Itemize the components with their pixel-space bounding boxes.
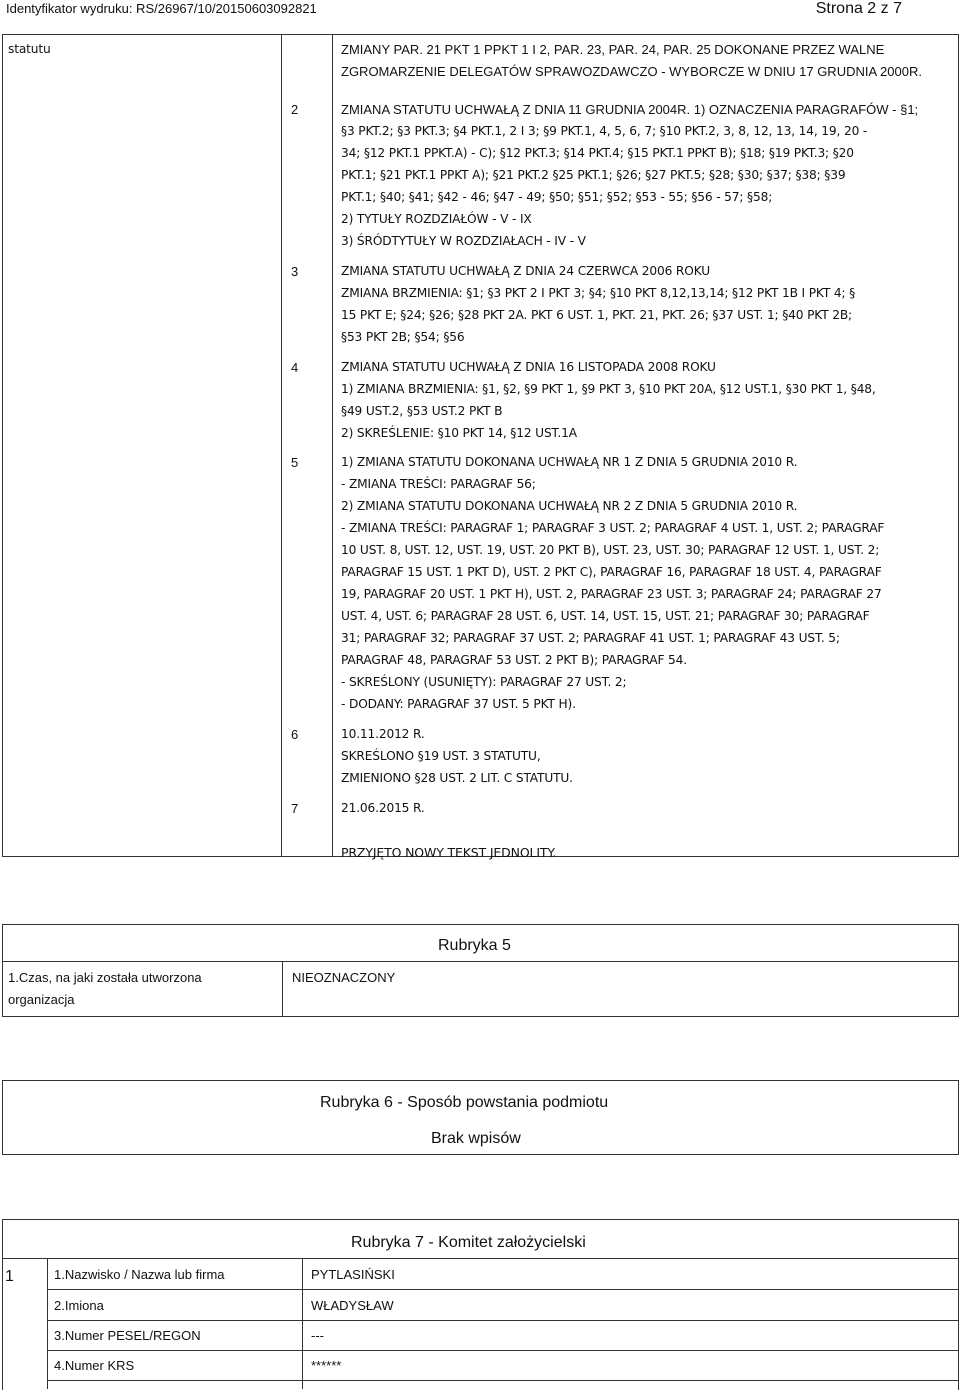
print-identifier: Identyfikator wydruku: RS/26967/10/20150603092821 <box>6 1 317 16</box>
entry-line: ZMIENIONO §28 UST. 2 LIT. C STATUTU. <box>341 771 573 785</box>
page-number: Strona 2 z 7 <box>815 0 902 17</box>
entry-line: 2) TYTUŁY ROZDZIAŁÓW - V - IX <box>341 212 532 226</box>
entry-number: 2 <box>291 102 299 117</box>
field-value: ****** <box>311 1358 342 1373</box>
rubryka5-title: Rubryka 5 <box>438 937 511 954</box>
entry-line: 21.06.2015 R. <box>341 801 425 815</box>
entry-line: §53 PKT 2B; §54; §56 <box>341 330 465 344</box>
entry-line: 1) ZMIANA STATUTU DOKONANA UCHWAŁĄ NR 1 Z DNIA 5 GRUDNIA 2010 R. <box>341 455 798 469</box>
field-value: --- <box>311 1328 324 1343</box>
entry-line: ZMIANA BRZMIENIA: §1; §3 PKT 2 I PKT 3; §4; §10 PKT 8,12,13,14; §12 PKT 1B I PKT 4; § <box>341 286 856 300</box>
entry-line: §3 PKT.2; §3 PKT.3; §4 PKT.1, 2 I 3; §9 PKT.1, 4, 5, 6, 7; §10 PKT.2, 3, 8, 12, 13, 14, 19, 20 - <box>341 124 868 138</box>
intro-line: ZMIANY PAR. 21 PKT 1 PPKT 1 I 2, PAR. 23, PAR. 24, PAR. 25 DOKONANE PRZEZ WALNE <box>341 42 885 57</box>
entry-number: 7 <box>291 801 299 816</box>
entry-line: - ZMIANA TREŚCI: PARAGRAF 56; <box>341 477 536 491</box>
rubryka7-label-divider <box>302 1258 303 1389</box>
entry-number: 6 <box>291 727 299 742</box>
rubryka4-left-label: statutu <box>8 42 51 56</box>
rubryka5-label: 1.Czas, na jaki została utworzona <box>8 970 202 985</box>
entry-line: 1) ZMIANA BRZMIENIA: §1, §2, §9 PKT 1, §9 PKT 3, §10 PKT 20A, §12 UST.1, §30 PKT 1, §48, <box>341 382 876 396</box>
print-header <box>0 0 960 18</box>
rubryka4-column-divider-2 <box>332 34 333 856</box>
entry-line: SKREŚLONO §19 UST. 3 STATUTU, <box>341 749 541 763</box>
entry-line: - ZMIANA TREŚCI: PARAGRAF 1; PARAGRAF 3 UST. 2; PARAGRAF 4 UST. 1, UST. 2; PARAGRAF <box>341 521 885 535</box>
entry-line: 10 UST. 8, UST. 12, UST. 19, UST. 20 PKT B), UST. 23, UST. 30; PARAGRAF 12 UST. 1, UST. 2; <box>341 543 880 557</box>
rubryka6-value: Brak wpisów <box>431 1130 521 1147</box>
rubryka7-row-number: 1 <box>5 1268 14 1285</box>
intro-line: ZGROMARZENIE DELEGATÓW SPRAWOZDAWCZO - WYBORCZE W DNIU 17 GRUDNIA 2000R. <box>341 64 922 79</box>
entry-line: 2) ZMIANA STATUTU DOKONANA UCHWAŁĄ NR 2 Z DNIA 5 GRUDNIA 2010 R. <box>341 499 798 513</box>
entry-number: 4 <box>291 360 299 375</box>
entry-line: 3) ŚRÓDTYTUŁY W ROZDZIAŁACH - IV - V <box>341 234 586 248</box>
entry-line: 10.11.2012 R. <box>341 727 425 741</box>
entry-line: §49 UST.2, §53 UST.2 PKT B <box>341 404 503 418</box>
entry-line: 19, PARAGRAF 20 UST. 1 PKT H), UST. 2, PARAGRAF 23 UST. 3; PARAGRAF 24; PARAGRAF 27 <box>341 587 882 601</box>
rubryka7-row-divider <box>47 1350 959 1351</box>
rubryka5-divider <box>2 961 959 962</box>
entry-line: ZMIANA STATUTU UCHWAŁĄ Z DNIA 11 GRUDNIA 2004R. 1) OZNACZENIA PARAGRAFÓW - §1; <box>341 102 919 117</box>
rubryka5-column-divider <box>282 961 283 1016</box>
entry-line: - SKREŚLONY (USUNIĘTY): PARAGRAF 27 UST. 2; <box>341 675 627 689</box>
entry-line: PKT.1; §21 PKT.1 PPKT A); §21 PKT.2 §25 PKT.1; §26; §27 PKT.5; §28; §30; §37; §38; §39 <box>341 168 846 182</box>
entry-line: - DODANY: PARAGRAF 37 UST. 5 PKT H). <box>341 697 576 711</box>
entry-line: PRZYJĘTO NOWY TEKST JEDNOLITY. <box>341 845 557 860</box>
rubryka5-value: NIEOZNACZONY <box>292 970 396 985</box>
rubryka7-row-divider <box>47 1380 959 1381</box>
rubryka7-title: Rubryka 7 - Komitet założycielski <box>351 1234 586 1251</box>
entry-line: PARAGRAF 15 UST. 1 PKT D), UST. 2 PKT C), PARAGRAF 16, PARAGRAF 18 UST. 4, PARAGRAF <box>341 565 882 579</box>
field-label: 3.Numer PESEL/REGON <box>54 1328 201 1343</box>
entry-number: 3 <box>291 264 299 279</box>
field-value: PYTLASIŃSKI <box>311 1267 395 1282</box>
rubryka4-column-divider <box>281 34 282 856</box>
rubryka7-divider <box>2 1258 959 1259</box>
field-value: WŁADYSŁAW <box>311 1298 394 1313</box>
field-label: 2.Imiona <box>54 1298 104 1313</box>
entry-line: ZMIANA STATUTU UCHWAŁĄ Z DNIA 16 LISTOPADA 2008 ROKU <box>341 360 716 374</box>
rubryka7-num-divider <box>47 1258 48 1389</box>
entry-line: ZMIANA STATUTU UCHWAŁĄ Z DNIA 24 CZERWCA 2006 ROKU <box>341 264 710 278</box>
field-label: 4.Numer KRS <box>54 1358 135 1373</box>
entry-number: 5 <box>291 455 299 470</box>
entry-line: PKT.1; §40; §41; §42 - 46; §47 - 49; §50; §51; §52; §53 - 55; §56 - 57; §58; <box>341 190 773 204</box>
entry-line: UST. 4, UST. 6; PARAGRAF 28 UST. 6, UST. 14, UST. 15, UST. 21; PARAGRAF 30; PARAGRAF <box>341 609 870 623</box>
entry-line: 31; PARAGRAF 32; PARAGRAF 37 UST. 2; PARAGRAF 41 UST. 1; PARAGRAF 43 UST. 5; <box>341 631 840 645</box>
entry-line: 2) SKREŚLENIE: §10 PKT 14, §12 UST.1A <box>341 426 577 440</box>
rubryka7-row-divider <box>47 1320 959 1321</box>
rubryka6-title: Rubryka 6 - Sposób powstania podmiotu <box>320 1094 609 1111</box>
entry-line: 34; §12 PKT.1 PPKT.A) - C); §12 PKT.3; §14 PKT.4; §15 PKT.1 PPKT B); §18; §19 PKT.3; §20 <box>341 146 854 160</box>
entry-line: 15 PKT E; §24; §26; §28 PKT 2A. PKT 6 UST. 1, PKT. 21, PKT. 26; §37 UST. 1; §40 PKT 2B; <box>341 308 852 322</box>
rubryka5-label: organizacja <box>8 992 75 1007</box>
field-label: 1.Nazwisko / Nazwa lub firma <box>54 1267 225 1282</box>
rubryka7-row-divider <box>47 1289 959 1290</box>
entry-line: PARAGRAF 48, PARAGRAF 53 UST. 2 PKT B); PARAGRAF 54. <box>341 653 687 667</box>
